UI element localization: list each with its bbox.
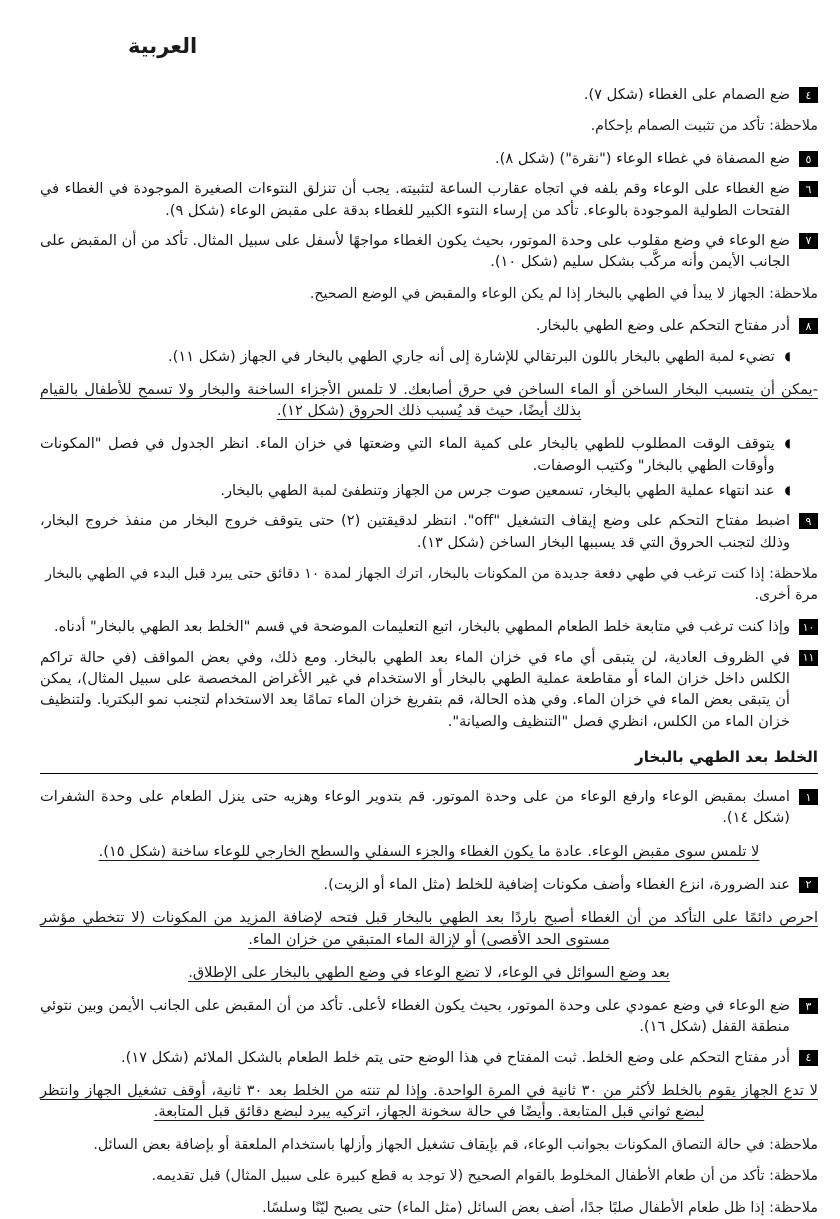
step-number-box: ١ [799,789,818,805]
step-number-box: ٤ [799,1050,818,1066]
bullet-text: يتوقف الوقت المطلوب للطهي بالبخار على كمية الماء التي وضعتها في خزان الماء. انظر الجدول في فصل "المكونات وأوقات الطهي بالبخار" وكتيب الوصفات. [40,435,775,474]
step-number-box: ١١ [799,650,818,666]
warning-text: احرص دائمًا على التأكد من أن الغطاء أصبح باردًا بعد الطهي بالبخار قبل فتحه لإضافة المزيد من المكونات (لا تتخطي مؤشر مستوى الحد الأقصى) أو لإزالة الماء المتبقي من خزان الماء. [40,909,818,948]
step-text: ضع الصمام على الغطاء (شكل ٧). [583,86,790,103]
step-text: ضع الوعاء في وضع مقلوب على وحدة الموتور، بحيث يكون الغطاء مواجهًا لأسفل على سبيل المثال. تأكد من أن المقبض على الجانب الأيمن وأنه مركَّب بشكل سليم (شكل ١٠). [40,231,790,271]
step-text: ضع الوعاء في وضع عمودي على وحدة الموتور، بحيث يكون الغطاء لأعلى. تأكد من أن المقبض على الجانب الأيمن وبين نتوئي منطقة القفل (شكل ١٦). [40,997,790,1036]
step-item [40,995,818,1038]
step-text: اضبط مفتاح التحكم على وضع إيقاف التشغيل "off". انتظر لدقيقتين (٢) حتى يتوقف خروج البخار من منفذ خروج البخار، وذلك لتجنب الحروق التي قد يسببها البخار الساخن (شكل ١٣). [40,512,790,551]
step-text: امسك بمقبض الوعاء وارفع الوعاء من على وحدة الموتور. قم بتدوير الوعاء وهزيه حتى ينزل الطعام على وحدة الشفرات (شكل ١٤). [40,788,790,827]
step-item [40,510,818,553]
page-language-label: العربية [128,34,198,58]
step-text: أدر مفتاح التحكم على وضع الخلط. ثبت المفتاح في هذا الوضع حتى يتم خلط الطعام بالشكل الملائم (شكل ١٧). [121,1048,790,1066]
step-item [40,178,818,221]
bullet-icon: ◖ [784,436,791,451]
step-item [40,148,818,169]
step-text: وإذا كنت ترغب في متابعة خلط الطعام المطهي بالبخار، اتبع التعليمات الموضحة في قسم "الخلط بعد الطهي بالبخار" أدناه. [54,618,790,636]
step-text: عند الضرورة، انزع الغطاء وأضف مكونات إضافية للخلط (مثل الماء أو الزيت). [323,875,790,893]
bullet-icon: ◖ [784,348,791,363]
step-text: أدر مفتاح التحكم على وضع الطهي بالبخار. [535,317,790,335]
note-text: ملاحظة: تأكد من أن طعام الأطفال المخلوط بالقوام الصحيح (لا توجد به قطع كبيرة على سبيل المثال) قبل تقديمه. [151,1168,818,1185]
bullet-text: عند انتهاء عملية الطهي بالبخار، تسمعين صوت جرس من الجهاز وتنطفئ لمبة الطهي بالبخار. [220,482,775,500]
step-item [40,230,818,273]
step-text: ضع المصفاة في غطاء الوعاء ("نقرة") (شكل ٨). [495,150,790,168]
step-item [40,647,818,732]
manual-content [40,84,818,1219]
note-text: ملاحظة: إذا ظل طعام الأطفال صلبًا جدًا، أضف بعض السائل (مثل الماء) حتى يصبح ليّنًا وسلسًا. [262,1200,818,1217]
step-number-box: ٩ [799,513,818,529]
step-text: ضع الغطاء على الوعاء وقم بلفه في اتجاه عقارب الساعة لتثبيته. يجب أن تنزلق النتوءات الصغيرة الموجودة في الغطاء في الفتحات الطولية الموجودة بالوعاء. تأكد من إرساء النتوء الكبير للغطاء بدقة على مقبض الوعاء (شكل ٩). [40,180,790,219]
step-number-box: ١٠ [799,619,818,635]
warning-text: لا تلمس سوى مقبض الوعاء. عادة ما يكون الغطاء والجزء السفلي والسطح الخارجي للوعاء ساخنة (شكل ١٥). [98,842,760,860]
bullet-item [40,433,818,476]
step-item [40,616,818,637]
bullet-item [40,346,818,367]
step-number-box: ٢ [799,877,818,893]
note-text: ملاحظة: الجهاز لا يبدأ في الطهي بالبخار إذا لم يكن الوعاء والمقبض في الوضع الصحيح. [309,285,818,302]
warning-text: -يمكن أن يتسبب البخار الساخن أو الماء الساخن في حرق أصابعك. لا تلمس الأجزاء الساخنة والبخار ولا تسمح للأطفال بالقيام بذلك أيضًا، حيث قد يُسبب ذلك الحروق (شكل ١٢). [40,380,818,420]
bullet-item [40,480,818,501]
step-item [40,786,818,829]
step-number-box: ٥ [799,151,818,167]
warning-text: لا تدع الجهاز يقوم بالخلط لأكثر من ٣٠ ثانية في المرة الواحدة. وإذا لم تنته من الخلط بعد ٣٠ ثانية، أوقف تشغيل الجهاز وانتظر لبضع ثواني قبل المتابعة. وأيضًا في حالة سخونة الجهاز، اتركيه يبرد لبضع دقائق قبل المتابعة. [40,1082,819,1121]
step-number-box: ٦ [799,181,818,197]
step-item [40,1047,818,1068]
step-number-box: ٣ [799,998,818,1014]
note-text: ملاحظة: إذا كنت ترغب في طهي دفعة جديدة من المكونات بالبخار، اترك الجهاز لمدة ١٠ دقائق حتى يبرد قبل البدء في الطهي بالبخار مرة أخرى. [45,565,818,603]
bullet-text: تضيء لمبة الطهي بالبخار باللون البرتقالي للإشارة إلى أنه جاري الطهي بالبخار في الجهاز (شكل ١١). [168,347,775,365]
step-number-box: ٨ [799,318,818,334]
warning-text: بعد وضع السوائل في الوعاء، لا تضع الوعاء في وضع الطهي بالبخار على الإطلاق. [188,963,670,981]
bullet-icon: ◖ [784,483,791,498]
step-number-box: ٤ [799,87,818,103]
step-number-box: ٧ [799,233,818,249]
step-item [40,874,818,895]
note-text: ملاحظة: تأكد من تثبيت الصمام بإحكام. [590,118,818,135]
step-item [40,315,818,336]
section-heading: الخلط بعد الطهي بالبخار [40,746,818,774]
note-text: ملاحظة: في حالة التصاق المكونات بجوانب الوعاء، قم بإيقاف تشغيل الجهاز وأزلها باستخدام الملعقة أو بإضافة بعض السائل. [93,1136,818,1153]
step-text: في الظروف العادية، لن يتبقى أي ماء في خزان الماء بعد الطهي بالبخار. ومع ذلك، وفي بعض المواقف (في حالة تراكم الكلس داخل خزان الماء أو مقاطعة عملية الطهي بالبخار أو الاستخدام في غير الأغراض المخصصة على سبيل المثال)، يمكن أن يتبقى بعض الماء في خزان الماء. وفي هذه الحالة، قم بتفريغ خزان الماء تمامًا بعد الاستخدام لتجنب نمو البكتريا. ولتنظيف خزان الماء من الكلس، انظري فصل "التنظيف والصيانة". [40,648,790,730]
step-item [40,84,818,105]
